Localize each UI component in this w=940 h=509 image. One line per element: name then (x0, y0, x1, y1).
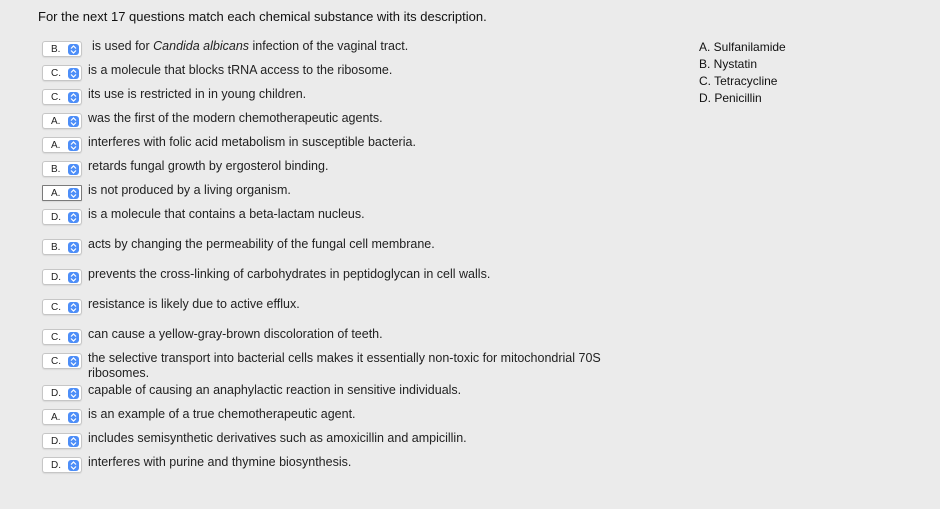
select-value: A. (51, 139, 61, 151)
question-text-11: resistance is likely due to active efflux. (88, 297, 300, 311)
question-text-15: is an example of a true chemotherapeutic agent. (88, 407, 356, 421)
select-value: B. (51, 241, 61, 253)
question-row-16 (42, 431, 648, 449)
chevron-updown-icon (68, 92, 79, 103)
chevron-updown-icon (68, 388, 79, 399)
answer-choice-d: D. Penicillin (699, 91, 762, 105)
chevron-updown-icon (68, 140, 79, 151)
chevron-updown-icon (68, 44, 79, 55)
chevron-updown-icon (68, 332, 79, 343)
answer-select-2[interactable] (42, 65, 82, 81)
question-text-part: infection of the vaginal tract. (249, 39, 409, 53)
question-row-8 (42, 207, 648, 225)
select-value: A. (51, 115, 61, 127)
answer-select-17[interactable] (42, 457, 82, 473)
question-row-2 (42, 63, 648, 81)
question-row-1 (42, 39, 652, 57)
question-row-6 (42, 159, 648, 177)
chevron-updown-icon (68, 242, 79, 253)
answer-select-6[interactable] (42, 161, 82, 177)
question-row-9 (42, 237, 648, 255)
question-text-part: is used for (92, 39, 154, 53)
question-text-16: includes semisynthetic derivatives such as amoxicillin and ampicillin. (88, 431, 467, 445)
answer-select-11[interactable] (42, 299, 82, 315)
answer-select-3[interactable] (42, 89, 82, 105)
question-row-5 (42, 135, 648, 153)
question-row-7 (42, 183, 648, 201)
select-value: A. (51, 411, 61, 423)
answer-select-4[interactable] (42, 113, 82, 129)
answer-select-10[interactable] (42, 269, 82, 285)
chevron-updown-icon (68, 302, 79, 313)
question-row-14 (42, 383, 648, 401)
question-row-13 (42, 351, 636, 381)
answer-select-14[interactable] (42, 385, 82, 401)
select-value: C. (51, 331, 61, 343)
question-text-6: retards fungal growth by ergosterol binding. (88, 159, 329, 173)
question-text-13: the selective transport into bacterial cells makes it essentially non-toxic for mitochondrial 70S ribosomes. (88, 351, 601, 380)
answer-select-5[interactable] (42, 137, 82, 153)
question-text-5: interferes with folic acid metabolism in susceptible bacteria. (88, 135, 416, 149)
answer-choice-b: B. Nystatin (699, 57, 758, 71)
question-text-10: prevents the cross-linking of carbohydrates in peptidoglycan in cell walls. (88, 267, 491, 281)
question-text-3: its use is restricted in in young children. (88, 87, 307, 101)
select-value: D. (51, 211, 61, 223)
question-row-15 (42, 407, 648, 425)
question-row-4 (42, 111, 648, 129)
question-text-9: acts by changing the permeability of the fungal cell membrane. (88, 237, 435, 251)
question-row-11 (42, 297, 648, 315)
question-row-3 (42, 87, 648, 105)
answer-select-7[interactable] (42, 185, 82, 201)
question-text-12: can cause a yellow-gray-brown discoloration of teeth. (88, 327, 383, 341)
question-text-14: capable of causing an anaphylactic reaction in sensitive individuals. (88, 383, 462, 397)
chevron-updown-icon (68, 356, 79, 367)
question-text-4: was the first of the modern chemotherapeutic agents. (88, 111, 383, 125)
answer-select-12[interactable] (42, 329, 82, 345)
question-text-1 (92, 39, 652, 54)
select-value: B. (51, 163, 61, 175)
select-value: B. (51, 43, 61, 55)
answer-choice-a: A. Sulfanilamide (699, 40, 786, 54)
select-value: D. (51, 435, 61, 447)
answer-select-9[interactable] (42, 239, 82, 255)
answer-select-8[interactable] (42, 209, 82, 225)
chevron-updown-icon (68, 188, 79, 199)
select-value: A. (51, 187, 61, 199)
answer-select-16[interactable] (42, 433, 82, 449)
select-value: D. (51, 271, 61, 283)
answer-choices (699, 39, 786, 107)
chevron-updown-icon (68, 116, 79, 127)
question-text-8: is a molecule that contains a beta-lactam nucleus. (88, 207, 365, 221)
chevron-updown-icon (68, 460, 79, 471)
question-text-17: interferes with purine and thymine biosynthesis. (88, 455, 352, 469)
question-text-7: is not produced by a living organism. (88, 183, 291, 197)
chevron-updown-icon (68, 164, 79, 175)
select-value: C. (51, 67, 61, 79)
chevron-updown-icon (68, 212, 79, 223)
chevron-updown-icon (68, 272, 79, 283)
chevron-updown-icon (68, 436, 79, 447)
question-row-12 (42, 327, 648, 345)
answer-choice-c: C. Tetracycline (699, 74, 778, 88)
answer-select-13[interactable] (42, 353, 82, 369)
instructions-text: For the next 17 questions match each chemical substance with its description. (38, 9, 487, 24)
chevron-updown-icon (68, 68, 79, 79)
question-row-17 (42, 455, 648, 473)
select-value: C. (51, 301, 61, 313)
select-value: D. (51, 459, 61, 471)
question-text-2: is a molecule that blocks tRNA access to the ribosome. (88, 63, 393, 77)
select-value: C. (51, 355, 61, 367)
select-value: C. (51, 91, 61, 103)
chevron-updown-icon (68, 412, 79, 423)
select-value: D. (51, 387, 61, 399)
question-row-10 (42, 267, 648, 285)
answer-select-15[interactable] (42, 409, 82, 425)
organism-name: Candida albicans (153, 39, 250, 53)
answer-select-1[interactable] (42, 41, 82, 57)
